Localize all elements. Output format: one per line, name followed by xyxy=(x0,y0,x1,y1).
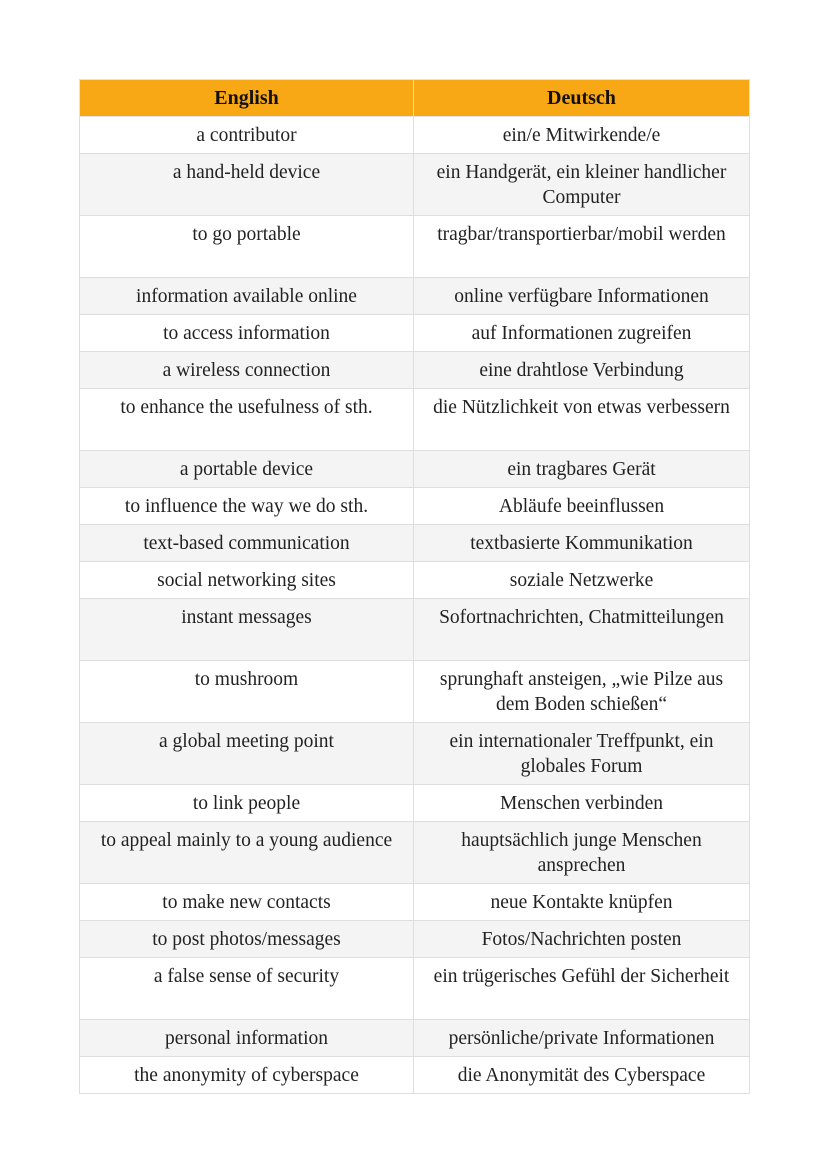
german-translation: Menschen verbinden xyxy=(414,785,750,822)
german-translation: Sofortnachrichten, Chatmitteilungen xyxy=(414,599,750,661)
english-term: the anonymity of cyberspace xyxy=(80,1057,414,1094)
english-term: to access information xyxy=(80,315,414,352)
table-row xyxy=(80,562,750,599)
english-term: a hand-held device xyxy=(80,154,414,216)
table-row xyxy=(80,661,750,723)
german-translation: eine drahtlose Verbindung xyxy=(414,352,750,389)
german-translation: Fotos/Nachrichten posten xyxy=(414,921,750,958)
english-term: to post photos/messages xyxy=(80,921,414,958)
table-row xyxy=(80,352,750,389)
table-row xyxy=(80,278,750,315)
english-term: a portable device xyxy=(80,451,414,488)
english-term: information available online xyxy=(80,278,414,315)
column-header-english: English xyxy=(80,80,414,117)
table-row xyxy=(80,723,750,785)
english-term: a false sense of security xyxy=(80,958,414,1020)
german-translation: ein/e Mitwirkende/e xyxy=(414,117,750,154)
german-translation: ein internationaler Treffpunkt, ein globales Forum xyxy=(414,723,750,785)
english-term: to mushroom xyxy=(80,661,414,723)
german-translation: ein Handgerät, ein kleiner handlicher Computer xyxy=(414,154,750,216)
english-term: to go portable xyxy=(80,216,414,278)
table-row xyxy=(80,921,750,958)
german-translation: die Anonymität des Cyberspace xyxy=(414,1057,750,1094)
table-row xyxy=(80,1020,750,1057)
english-term: a wireless connection xyxy=(80,352,414,389)
table-row xyxy=(80,785,750,822)
english-term: instant messages xyxy=(80,599,414,661)
english-term: a contributor xyxy=(80,117,414,154)
table-header-row xyxy=(80,80,750,117)
english-term: text-based communication xyxy=(80,525,414,562)
german-translation: Abläufe beeinflussen xyxy=(414,488,750,525)
german-translation: tragbar/transportierbar/mobil werden xyxy=(414,216,750,278)
english-term: to make new contacts xyxy=(80,884,414,921)
german-translation: online verfügbare Informationen xyxy=(414,278,750,315)
german-translation: neue Kontakte knüpfen xyxy=(414,884,750,921)
german-translation: auf Informationen zugreifen xyxy=(414,315,750,352)
english-term: to appeal mainly to a young audience xyxy=(80,822,414,884)
table-row xyxy=(80,884,750,921)
german-translation: soziale Netzwerke xyxy=(414,562,750,599)
table-row xyxy=(80,117,750,154)
german-translation: persönliche/private Informationen xyxy=(414,1020,750,1057)
table-row xyxy=(80,451,750,488)
table-row xyxy=(80,525,750,562)
english-term: a global meeting point xyxy=(80,723,414,785)
table-row xyxy=(80,216,750,278)
english-term: personal information xyxy=(80,1020,414,1057)
vocabulary-table xyxy=(79,79,750,1094)
german-translation: textbasierte Kommunikation xyxy=(414,525,750,562)
table-row xyxy=(80,389,750,451)
table-row xyxy=(80,154,750,216)
table-row xyxy=(80,1057,750,1094)
table-row xyxy=(80,488,750,525)
english-term: to influence the way we do sth. xyxy=(80,488,414,525)
german-translation: hauptsächlich junge Menschen ansprechen xyxy=(414,822,750,884)
column-header-deutsch: Deutsch xyxy=(414,80,750,117)
german-translation: ein trügerisches Gefühl der Sicherheit xyxy=(414,958,750,1020)
table-row xyxy=(80,958,750,1020)
table-row xyxy=(80,315,750,352)
table-row xyxy=(80,822,750,884)
german-translation: die Nützlichkeit von etwas verbessern xyxy=(414,389,750,451)
english-term: to enhance the usefulness of sth. xyxy=(80,389,414,451)
table-row xyxy=(80,599,750,661)
german-translation: sprunghaft ansteigen, „wie Pilze aus dem Boden schießen“ xyxy=(414,661,750,723)
english-term: social networking sites xyxy=(80,562,414,599)
english-term: to link people xyxy=(80,785,414,822)
german-translation: ein tragbares Gerät xyxy=(414,451,750,488)
